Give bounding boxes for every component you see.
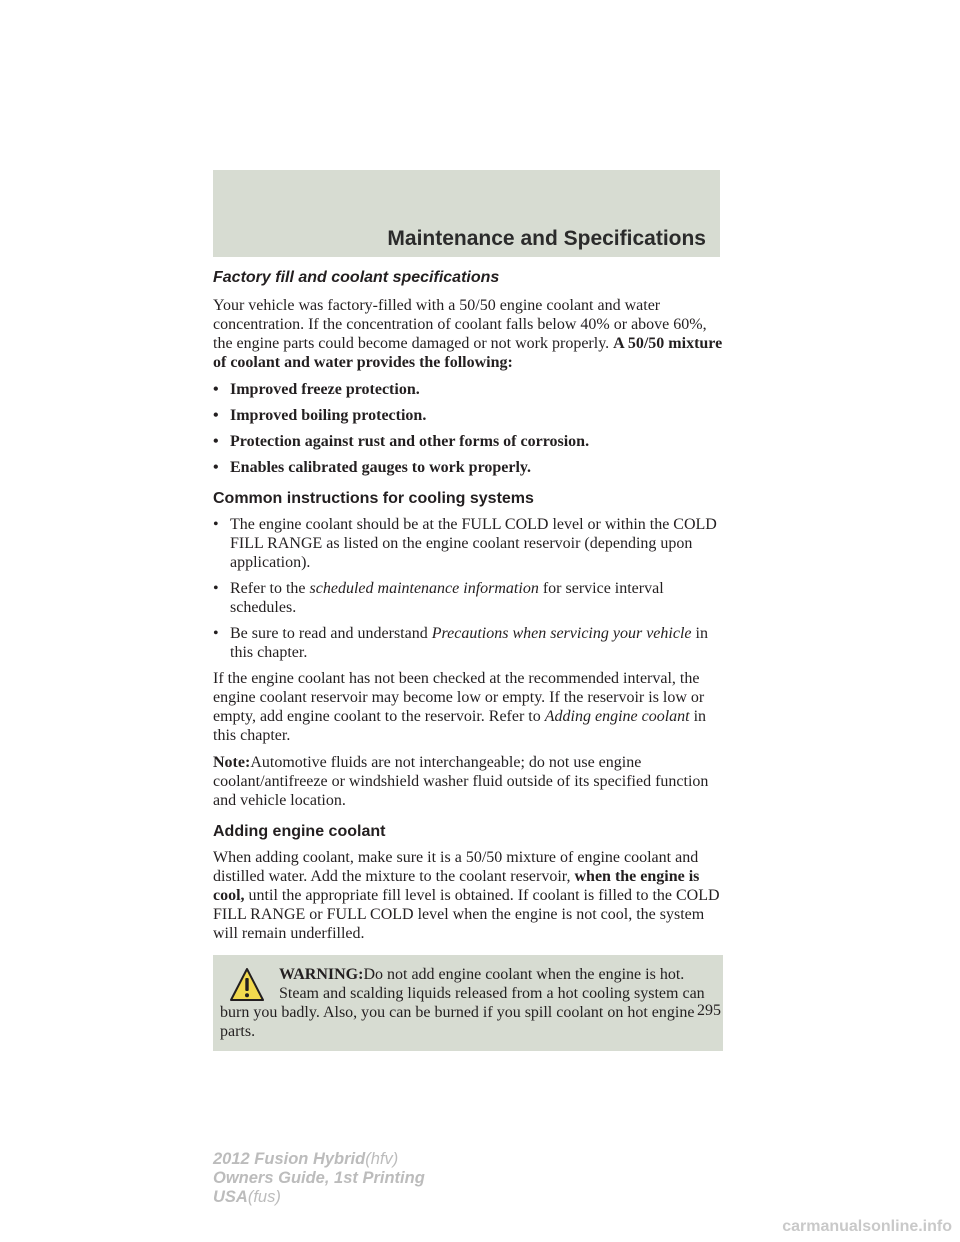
watermark: carmanualsonline.info xyxy=(782,1218,952,1235)
heading-adding-coolant: Adding engine coolant xyxy=(213,823,386,840)
footer-model: 2012 Fusion Hybrid xyxy=(213,1150,366,1168)
list-item-text: The engine coolant should be at the FULL COLD level or within the COLD FILL RANGE as listed on the engine coolant reservoir (depending upon application). xyxy=(230,516,717,571)
cross-reference-link: scheduled maintenance information xyxy=(309,580,539,597)
warning-triangle-icon xyxy=(229,967,265,1003)
list-item-text: Enables calibrated gauges to work properly. xyxy=(230,459,532,476)
factory-fill-text: Your vehicle was factory-filled with a 50/50 engine coolant and water concentration. If the concentration of coolant falls below 40% or above 60%, the engine parts could become damaged or not work properly. xyxy=(213,297,707,352)
bullet-icon: • xyxy=(213,433,219,450)
bullet-icon: • xyxy=(213,516,219,533)
footer xyxy=(213,1150,425,1207)
warning-text: Do not add engine coolant when the engine is hot. Steam and scalding liquids released from a hot cooling system can burn you badly. Also, you can be burned if you spill coolant on hot engine parts. xyxy=(220,966,705,1040)
paragraph-bold: when the engine is cool, xyxy=(213,868,700,904)
header-band xyxy=(213,170,720,257)
paragraph-text: If the engine coolant has not been checked at the recommended interval, the engine coolant reservoir may become low or empty. If the reservoir is low or empty, add engine coolant to the reservoir. Refer to xyxy=(213,670,705,725)
paragraph-coolant-check xyxy=(213,669,723,745)
note-label: Note: xyxy=(213,754,251,771)
list-item-text: Protection against rust and other forms of corrosion. xyxy=(230,433,590,450)
page-content xyxy=(213,268,723,1051)
benefits-list xyxy=(213,380,723,477)
list-item xyxy=(213,406,723,425)
paragraph-text: in this chapter. xyxy=(213,708,707,744)
list-item-text: Improved freeze protection. xyxy=(230,381,420,398)
section-title: Maintenance and Specifications xyxy=(387,227,706,250)
list-item xyxy=(213,432,723,451)
factory-fill-bold: A 50/50 mixture of coolant and water provides the following: xyxy=(213,335,723,371)
warning-label: WARNING: xyxy=(279,966,364,983)
list-item xyxy=(213,579,723,617)
note-paragraph xyxy=(213,753,723,810)
cross-reference-link: Adding engine coolant xyxy=(544,708,690,725)
footer-line-3 xyxy=(213,1188,425,1207)
heading-factory-fill: Factory fill and coolant specifications xyxy=(213,269,500,286)
bullet-icon: • xyxy=(213,381,219,398)
cross-reference-link: Precautions when servicing your vehicle xyxy=(431,625,692,642)
footer-market-code: (fus) xyxy=(247,1188,281,1206)
paragraph-text: until the appropriate fill level is obtained. If coolant is filled to the COLD FILL RANGE or FULL COLD level when the engine is not cool, the system will remain underfilled. xyxy=(213,887,720,942)
heading-common-instructions: Common instructions for cooling systems xyxy=(213,490,534,507)
bullet-icon: • xyxy=(213,625,219,642)
footer-model-code: (hfv) xyxy=(365,1150,399,1168)
list-item-text: Refer to the xyxy=(230,580,306,597)
bullet-icon: • xyxy=(213,459,219,476)
footer-line-1 xyxy=(213,1150,425,1169)
bullet-icon: • xyxy=(213,580,219,597)
note-text: Automotive fluids are not interchangeable; do not use engine coolant/antifreeze or windshield washer fluid outside of its specified function and vehicle location. xyxy=(213,754,709,809)
list-item-text: Improved boiling protection. xyxy=(230,407,427,424)
list-item xyxy=(213,624,723,662)
list-item-text: for service interval schedules. xyxy=(230,580,664,616)
paragraph-factory-fill xyxy=(213,296,723,372)
list-item xyxy=(213,380,723,399)
instructions-list xyxy=(213,515,723,662)
paragraph-adding-coolant xyxy=(213,848,723,943)
footer-market: USA xyxy=(213,1188,248,1206)
list-item xyxy=(213,458,723,477)
list-item xyxy=(213,515,723,572)
warning-box xyxy=(213,955,723,1051)
list-item-text: in this chapter. xyxy=(230,625,708,661)
list-item-text: Be sure to read and understand xyxy=(230,625,428,642)
paragraph-text: When adding coolant, make sure it is a 50/50 mixture of engine coolant and distilled water. Add the mixture to the coolant reservoir, xyxy=(213,849,699,885)
page-number: 295 xyxy=(697,1002,721,1019)
bullet-icon: • xyxy=(213,407,219,424)
footer-line-2: Owners Guide, 1st Printing xyxy=(213,1169,425,1187)
